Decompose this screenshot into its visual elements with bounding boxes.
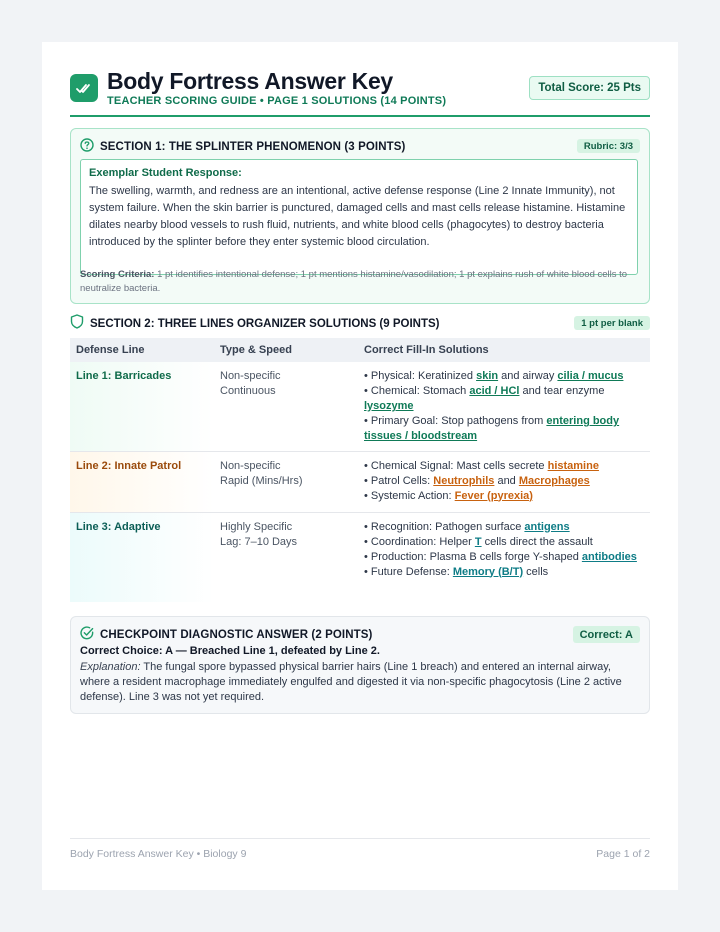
section-1-card (70, 128, 650, 304)
speed-text: Continuous (220, 385, 276, 397)
double-check-icon (70, 74, 98, 102)
answer-blank: T (474, 535, 482, 548)
solution-line: • Patrol Cells: Neutrophils and Macrophages (364, 474, 590, 487)
check-circle-icon (80, 626, 94, 645)
answer-blank: entering body tissues / bloodstream (364, 415, 620, 442)
rubric-badge: Rubric: 3/3 (577, 139, 640, 153)
checkpoint-heading (80, 626, 372, 644)
solutions-cell (358, 362, 650, 451)
defense-line-name: Line 3: Adaptive (70, 512, 214, 602)
solution-line: • Chemical: Stomach acid / HCl and tear enzyme lysozyme (364, 385, 605, 412)
correct-choice: Correct Choice: A — Breached Line 1, defeated by Line 2. (80, 645, 380, 657)
exemplar-title: Exemplar Student Response: (89, 167, 242, 179)
shield-icon (70, 314, 84, 334)
table-row (70, 451, 650, 512)
answer-blank: acid / HCl (469, 385, 520, 397)
solution-line: • Future Defense: Memory (B/T) cells (364, 565, 549, 578)
answer-key-page (42, 42, 678, 890)
answer-blank: Memory (B/T) (452, 565, 524, 578)
solution-line: • Physical: Keratinized skin and airway cilia / mucus (364, 370, 624, 382)
solution-line: • Primary Goal: Stop pathogens from entering body tissues / bloodstream (364, 415, 620, 442)
three-lines-table (70, 338, 650, 602)
per-blank-badge: 1 pt per blank (574, 316, 650, 330)
footer-page-number: Page 1 of 2 (596, 848, 650, 860)
column-header: Correct Fill-In Solutions (358, 338, 650, 362)
total-score-badge: Total Score: 25 Pts (529, 76, 650, 100)
criteria-label: Scoring Criteria: (80, 269, 155, 280)
explanation-text: The fungal spore bypassed physical barrier hairs (Line 1 breach) and entered an internal airway, where a resident macrophage immediately engulfed and digested it via non-specific phagocytosis (Line 2 active defense). Line 3 was not yet required. (80, 661, 622, 703)
exemplar-body: The swelling, warmth, and redness are an intentional, active defense response (Line 2 Innate Immunity), not system failure. When the skin barrier is punctured, damaged cells and mast cells release histamine. Histamine dilates nearby blood vessels to rush fluid, nutrients, and white blood cells (phagocytes) to destroy bacteria introduced by the splinter before they enter systemic blood circulation. (89, 185, 626, 248)
answer-blank: cilia / mucus (557, 370, 624, 382)
solution-line: • Recognition: Pathogen surface antigens (364, 520, 570, 533)
section-1-title: SECTION 1: THE SPLINTER PHENOMENON (3 POINTS) (100, 141, 406, 153)
section-2-heading (70, 314, 650, 332)
page-header (70, 70, 650, 118)
type-text: Non-specific (220, 459, 281, 472)
correct-answer-badge: Correct: A (573, 626, 640, 643)
type-speed-cell (214, 512, 358, 602)
type-text: Highly Specific (220, 520, 293, 533)
answer-blank: antigens (524, 520, 570, 533)
answer-blank: Fever (pyrexia) (454, 489, 533, 502)
type-text: Non-specific (220, 370, 281, 382)
answer-blank: antibodies (581, 550, 637, 563)
page-title: Body Fortress Answer Key (107, 68, 393, 94)
table-header-row (70, 338, 650, 362)
speed-text: Rapid (Mins/Hrs) (220, 474, 303, 487)
criteria-text: 1 pt identifies intentional defense; 1 pt mentions histamine/vasodilation; 1 pt explains rush of white blood cells to neutralize bacteria. (80, 269, 628, 294)
solution-line: • Production: Plasma B cells forge Y-shaped antibodies (364, 550, 637, 563)
answer-blank: lysozyme (364, 400, 414, 412)
solution-line: • Chemical Signal: Mast cells secrete histamine (364, 459, 599, 472)
footer-divider (70, 838, 650, 839)
answer-blank: histamine (547, 459, 599, 472)
column-header: Defense Line (70, 338, 214, 362)
answer-blank: Neutrophils (433, 474, 495, 487)
column-header: Type & Speed (214, 338, 358, 362)
speed-text: Lag: 7–10 Days (220, 535, 298, 548)
exemplar-response-box (80, 159, 638, 275)
solutions-cell (358, 451, 650, 512)
section-1-heading (80, 138, 405, 156)
scoring-criteria (80, 268, 640, 296)
table-row (70, 362, 650, 451)
help-circle-icon (80, 138, 94, 157)
checkpoint-explanation (80, 660, 640, 705)
defense-line-name: Line 2: Innate Patrol (70, 451, 214, 512)
checkpoint-card (70, 616, 650, 714)
header-divider (70, 115, 650, 117)
footer-doc-title: Body Fortress Answer Key • Biology 9 (70, 848, 247, 860)
defense-line-name: Line 1: Barricades (70, 362, 214, 451)
answer-blank: Macrophages (518, 474, 590, 487)
table-row (70, 512, 650, 602)
answer-blank: skin (476, 370, 499, 382)
solution-line: • Systemic Action: Fever (pyrexia) (364, 489, 533, 502)
solutions-cell (358, 512, 650, 602)
type-speed-cell (214, 451, 358, 512)
explanation-label: Explanation: (80, 661, 141, 673)
solution-line: • Coordination: Helper T cells direct the assault (364, 535, 593, 548)
section-2-title: SECTION 2: THREE LINES ORGANIZER SOLUTIONS (9 POINTS) (90, 318, 440, 330)
type-speed-cell (214, 362, 358, 451)
page-subtitle: TEACHER SCORING GUIDE • PAGE 1 SOLUTIONS (14 POINTS) (107, 95, 447, 107)
checkpoint-title: CHECKPOINT DIAGNOSTIC ANSWER (2 POINTS) (100, 629, 373, 641)
